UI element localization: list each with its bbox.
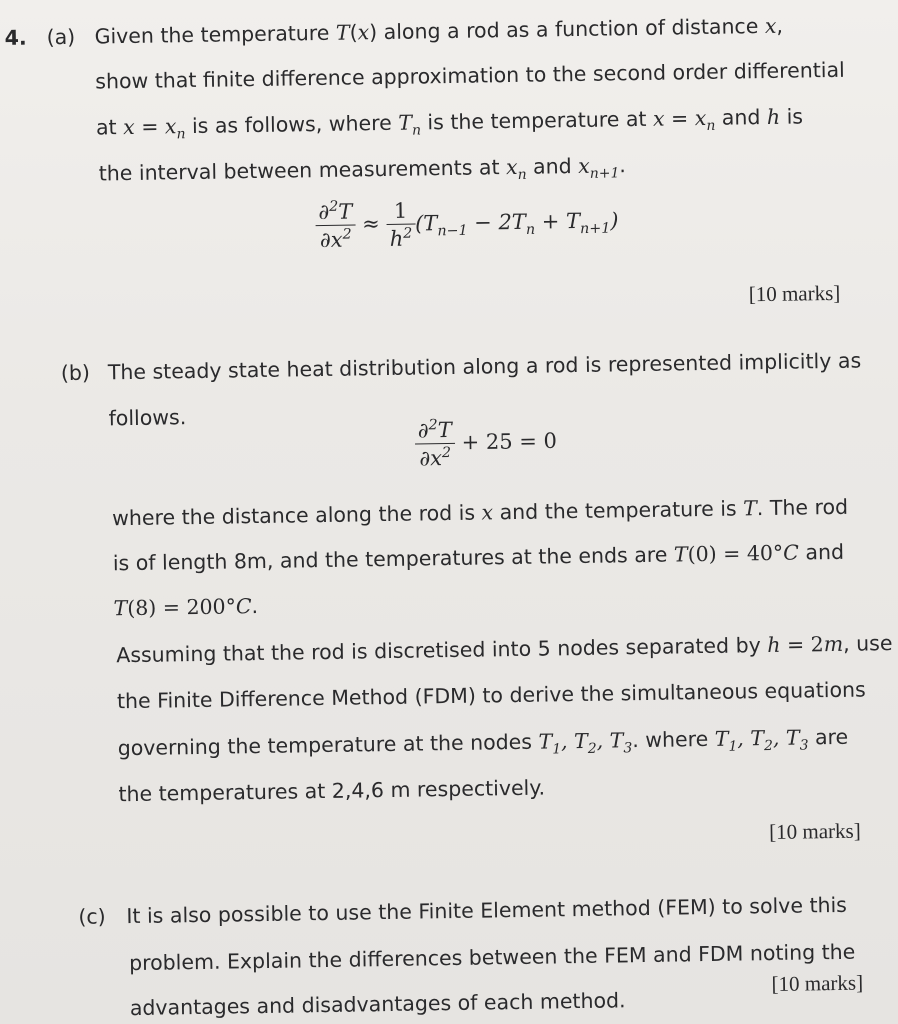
part-b-line9: the temperatures at 2,4,6 m respectively. <box>118 775 546 807</box>
part-a-line4: the interval between measurements at $x_n$ and $x_{n+1}$. <box>98 153 626 186</box>
part-b-equation: $\frac{\partial^2T}{\partial x^2}$ + 25 = 0 <box>415 415 558 470</box>
part-b-line1: The steady state heat distribution along a rod is represented implicitly as <box>107 348 862 385</box>
part-b-line3: where the distance along the rod is x and the temperature is T. The rod <box>111 494 849 531</box>
part-b-line8: governing the temperature at the nodes $T_1$, $T_2$, $T_3$. where $T_1$, $T_2$, $T_3$ are <box>117 724 849 761</box>
part-a-label: (a) <box>46 24 76 50</box>
part-b-line2: follows. <box>108 405 187 431</box>
part-a-marks: [10 marks] <box>748 280 841 307</box>
part-b-line5: T(8) = 200°C. <box>113 594 259 621</box>
part-c-line3: advantages and disadvantages of each method. <box>129 988 626 1021</box>
part-a-equation: $\frac{\partial^2T}{\partial x^2}$ ≈ $\frac{1}{h^2}$ $(T_{n-1} - 2T_n + T_{n+1})$ <box>315 194 619 252</box>
part-c-line2: problem. Explain the differences between the FEM and FDM noting the <box>128 939 856 976</box>
question-number: 4. <box>4 25 27 50</box>
part-b-line6: Assuming that the rod is discretised into 5 nodes separated by h = 2m, use <box>116 631 893 668</box>
part-c-label: (c) <box>78 904 106 929</box>
part-c-marks: [10 marks] <box>771 970 864 997</box>
part-a-line2: show that finite difference approximation to the second order differential <box>95 57 845 94</box>
part-b-line7: the Finite Difference Method (FDM) to derive the simultaneous equations <box>116 677 866 714</box>
part-b-marks: [10 marks] <box>768 818 861 845</box>
part-b-line4: is of length 8m, and the temperatures at the ends are T(0) = 40°C and <box>112 539 845 576</box>
part-b-label: (b) <box>60 360 91 386</box>
part-c-line1: It is also possible to use the Finite Element method (FEM) to solve this <box>126 892 848 929</box>
part-a-line3: at $x = x_n$ is as follows, where $T_n$ is the temperature at $x = x_n$ and h is <box>95 104 804 143</box>
part-a-line1: Given the temperature T(x) along a rod as a function of distance x, <box>94 13 784 49</box>
